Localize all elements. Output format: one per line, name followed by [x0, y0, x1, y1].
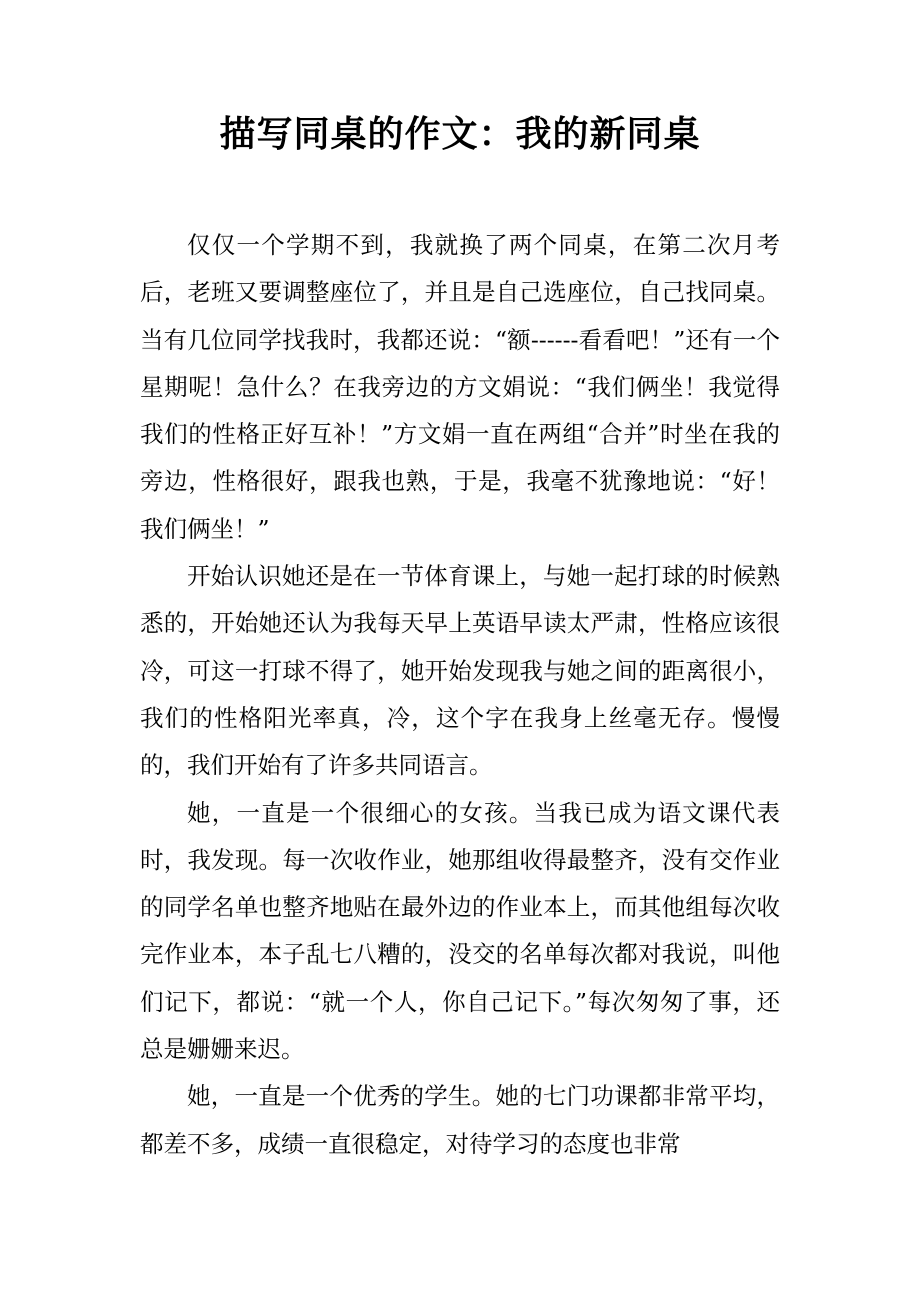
- document-title: 描写同桌的作文：我的新同桌: [219, 113, 701, 155]
- paragraph: 仅仅一个学期不到，我就换了两个同桌，在第二次月考后，老班又要调整座位了，并且是自己选座位，自己找同桌。当有几位同学找我时，我都还说：“额------看看吧！”还有一个星期呢！急什么？在我旁边的方文娟说：“我们俩坐！我觉得我们的性格正好互补！”方文娟一直在两组“合并”时坐在我的旁边，性格很好，跟我也熟，于是，我毫不犹豫地说：“好！我们俩坐！”: [140, 231, 780, 543]
- document-body: [140, 222, 780, 1168]
- paragraph: 她，一直是一个优秀的学生。她的七门功课都非常平均，都差不多，成绩一直很稳定，对待学习的态度也非常: [140, 1082, 780, 1158]
- paragraph: 她，一直是一个很细心的女孩。当我已成为语文课代表时，我发现。每一次收作业，她那组收得最整齐，没有交作业的同学名单也整齐地贴在最外边的作业本上，而其他组每次收完作业本，本子乱七八糟的，没交的名单每次都对我说，叫他们记下，都说：“就一个人，你自己记下。”每次匆匆了事，还总是姗姗来迟。: [140, 798, 780, 1064]
- paragraph: 开始认识她还是在一节体育课上，与她一起打球的时候熟悉的，开始她还认为我每天早上英语早读太严肃，性格应该很冷，可这一打球不得了，她开始发现我与她之间的距离很小，我们的性格阳光率真，冷，这个字在我身上丝毫无存。慢慢的，我们开始有了许多共同语言。: [140, 562, 780, 780]
